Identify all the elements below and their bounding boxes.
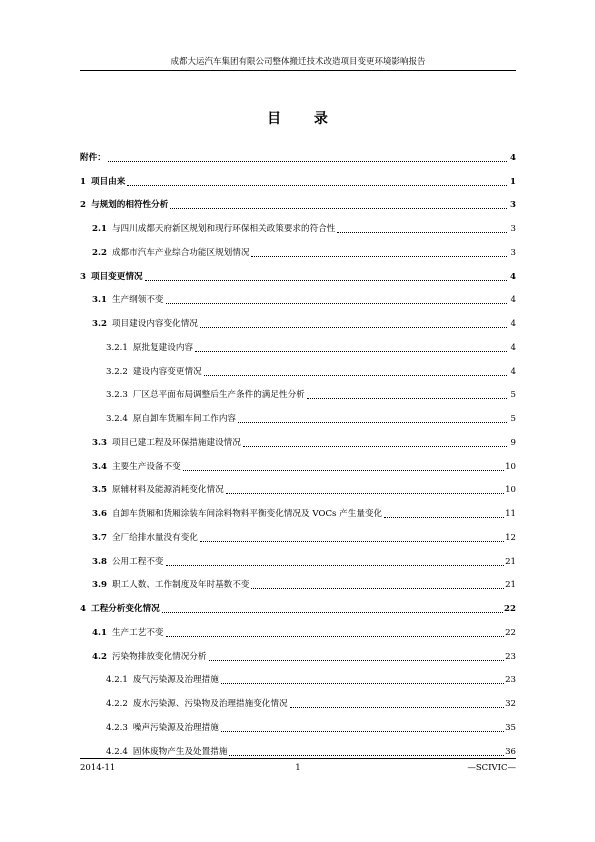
toc-entry[interactable]: [80, 188, 516, 212]
toc-entry[interactable]: [80, 449, 516, 473]
toc-entry[interactable]: [80, 140, 516, 164]
toc-entry[interactable]: [80, 591, 516, 615]
toc-entry-title: 项目建设内容变化情况: [111, 319, 198, 329]
toc-entry-title: 生产工艺不变: [111, 627, 164, 638]
toc-entry[interactable]: [80, 568, 516, 592]
toc-leader-dots: [221, 731, 504, 732]
toc-entry-title: 生产纲领不变: [111, 295, 164, 306]
toc-entry-number: 3.2.1: [106, 342, 128, 353]
toc-entry[interactable]: [80, 663, 516, 687]
toc-entry-number: 3.1: [92, 295, 107, 306]
toc-entry-number: 3.6: [92, 509, 107, 519]
toc-entry[interactable]: [80, 306, 516, 330]
toc-leader-dots: [251, 256, 507, 257]
footer-page-number: 1: [295, 763, 301, 773]
toc-entry-page: 4: [510, 366, 516, 377]
toc-entry[interactable]: [80, 544, 516, 568]
table-of-contents: [80, 140, 516, 758]
toc-leader-dots: [183, 470, 504, 471]
toc-entry-page: 23: [505, 651, 516, 662]
toc-entry-page: 4: [510, 342, 516, 353]
toc-entry-title: 成都市汽车产业综合功能区规划情况: [111, 247, 250, 258]
toc-entry-number: 3.8: [92, 556, 107, 567]
toc-leader-dots: [221, 683, 504, 684]
toc-leader-dots: [384, 517, 504, 518]
toc-entry-title: 废气污染源及治理措施: [132, 675, 219, 686]
toc-entry-number: 4.1: [92, 627, 107, 638]
toc-entry-page: 12: [505, 532, 516, 543]
toc-leader-dots: [204, 375, 507, 376]
toc-leader-dots: [200, 541, 504, 542]
toc-entry[interactable]: [80, 330, 516, 354]
footer-org: —SCIVIC—: [467, 763, 516, 773]
toc-leader-dots: [238, 422, 507, 423]
footer-divider: [80, 758, 516, 759]
toc-entry-title: 公用工程不变: [111, 556, 164, 567]
toc-entry-number: 3.5: [92, 485, 107, 496]
toc-entry-number: 3.9: [92, 580, 107, 591]
toc-leader-dots: [290, 707, 504, 708]
toc-leader-dots: [166, 303, 507, 304]
page-header: [80, 56, 516, 68]
toc-entry-page: 4: [510, 152, 516, 163]
toc-entry-number: 3.2.4: [106, 414, 128, 424]
toc-entry-title: 附件：: [80, 152, 106, 163]
toc-entry-title: 与规划的相符性分析: [90, 200, 169, 211]
toc-entry-number: 2: [80, 200, 86, 211]
toc-entry-page: 11: [505, 509, 516, 519]
toc-entry-page: 22: [504, 604, 516, 614]
toc-entry-number: 3.4: [92, 461, 107, 472]
toc-entry-number: 2.2: [92, 247, 107, 258]
toc-entry-page: 9: [510, 437, 516, 448]
toc-entry-page: 4: [510, 295, 516, 306]
toc-entry-title: 固体废物产生及处置措施: [132, 746, 228, 757]
toc-leader-dots: [127, 185, 507, 186]
toc-entry-number: 3.2.3: [106, 390, 128, 401]
toc-leader-dots: [145, 280, 507, 281]
toc-entry-number: 4: [80, 604, 86, 614]
toc-entry[interactable]: [80, 235, 516, 259]
toc-entry[interactable]: [80, 686, 516, 710]
toc-entry-page: 5: [510, 414, 516, 424]
toc-entry-title: 职工人数、工作制度及年时基数不变: [111, 580, 250, 591]
toc-entry-page: 10: [505, 461, 516, 472]
toc-entry-page: 4: [510, 319, 516, 329]
toc-leader-dots: [166, 565, 505, 566]
toc-entry-number: 4.2: [92, 651, 107, 662]
toc-entry-title: 噪声污染源及治理措施: [132, 722, 219, 733]
toc-entry-title: 项目变更情况: [90, 271, 143, 282]
toc-entry[interactable]: [80, 425, 516, 449]
toc-entry[interactable]: [80, 259, 516, 283]
toc-entry-page: 10: [505, 485, 516, 496]
toc-entry-page: 32: [505, 699, 516, 709]
toc-entry-title: 废水污染源、污染物及治理措施变化情况: [132, 699, 288, 709]
toc-entry[interactable]: [80, 354, 516, 378]
toc-entry[interactable]: [80, 520, 516, 544]
toc-entry[interactable]: [80, 378, 516, 402]
toc-entry-number: 3.2: [92, 319, 107, 329]
toc-entry-number: 4.2.3: [106, 722, 128, 733]
toc-entry-page: 3: [510, 224, 516, 234]
toc-leader-dots: [170, 208, 507, 209]
toc-entry-title: 厂区总平面布局调整后生产条件的满足性分析: [132, 390, 305, 401]
toc-entry-page: 21: [505, 580, 516, 591]
toc-leader-dots: [200, 327, 507, 328]
toc-entry-title: 污染物排放变化情况分析: [111, 651, 207, 662]
toc-entry-page: 21: [505, 556, 516, 567]
toc-leader-dots: [251, 588, 504, 589]
toc-entry[interactable]: [80, 639, 516, 663]
toc-entry[interactable]: [80, 283, 516, 307]
toc-entry-number: 3.3: [92, 437, 107, 448]
toc-leader-dots: [226, 493, 504, 494]
toc-leader-dots: [209, 660, 505, 661]
header-title: 成都大运汽车集团有限公司整体搬迁技术改造项目变更环境影响报告: [170, 57, 426, 67]
toc-entry-title: 建设内容变更情况: [132, 366, 202, 377]
toc-entry-title: 主要生产设备不变: [111, 461, 181, 472]
toc-leader-dots: [337, 232, 507, 233]
toc-leader-dots: [162, 612, 503, 613]
toc-entry-number: 3.7: [92, 532, 107, 543]
toc-entry-title: 全厂给排水量没有变化: [111, 532, 198, 543]
toc-leader-dots: [195, 351, 507, 352]
toc-entry-page: 23: [505, 675, 516, 686]
toc-entry-title: 工程分析变化情况: [90, 604, 160, 614]
toc-entry-number: 3.2.2: [106, 366, 128, 377]
toc-entry-page: 5: [510, 390, 516, 401]
toc-entry-number: 3: [80, 271, 86, 282]
toc-entry-page: 1: [510, 176, 516, 187]
toc-entry[interactable]: [80, 211, 516, 235]
header-divider: [80, 70, 516, 71]
toc-entry-title: 原辅材料及能源消耗变化情况: [111, 485, 224, 496]
toc-entry-title: 与四川成都天府新区规划和现行环保相关政策要求的符合性: [111, 224, 336, 234]
toc-entry-title: 原自卸车货厢车间工作内容: [132, 414, 237, 424]
toc-entry-page: 4: [510, 271, 516, 282]
footer-date: 2014-11: [80, 763, 116, 773]
toc-entry-page: 35: [505, 722, 516, 733]
toc-entry[interactable]: [80, 164, 516, 188]
toc-entry-page: 3: [510, 200, 516, 211]
toc-entry[interactable]: [80, 473, 516, 497]
toc-entry[interactable]: [80, 615, 516, 639]
toc-entry-title: 项目由来: [90, 176, 126, 187]
toc-entry-number: 4.2.1: [106, 675, 128, 686]
toc-entry[interactable]: [80, 734, 516, 758]
toc-entry-page: 36: [505, 746, 516, 757]
toc-entry[interactable]: [80, 710, 516, 734]
toc-entry-title: 原批复建设内容: [132, 342, 194, 353]
toc-leader-dots: [243, 446, 507, 447]
toc-entry-page: 3: [510, 247, 516, 258]
toc-entry-number: 1: [80, 176, 86, 187]
toc-leader-dots: [108, 161, 507, 162]
toc-leader-dots: [229, 755, 504, 756]
toc-entry-title: 自卸车货厢和货厢涂装车间涂料物料平衡变化情况及 VOCs 产生量变化: [111, 509, 383, 519]
toc-entry[interactable]: [80, 401, 516, 425]
toc-entry-title: 项目已建工程及环保措施建设情况: [111, 437, 241, 448]
toc-entry-page: 22: [505, 627, 516, 638]
toc-entry-number: 4.2.2: [106, 699, 128, 709]
toc-leader-dots: [166, 636, 505, 637]
toc-entry[interactable]: [80, 496, 516, 520]
toc-entry-number: 2.1: [92, 224, 107, 234]
toc-title: 目 录: [267, 111, 342, 127]
toc-leader-dots: [307, 398, 507, 399]
toc-entry-number: 4.2.4: [106, 746, 128, 757]
